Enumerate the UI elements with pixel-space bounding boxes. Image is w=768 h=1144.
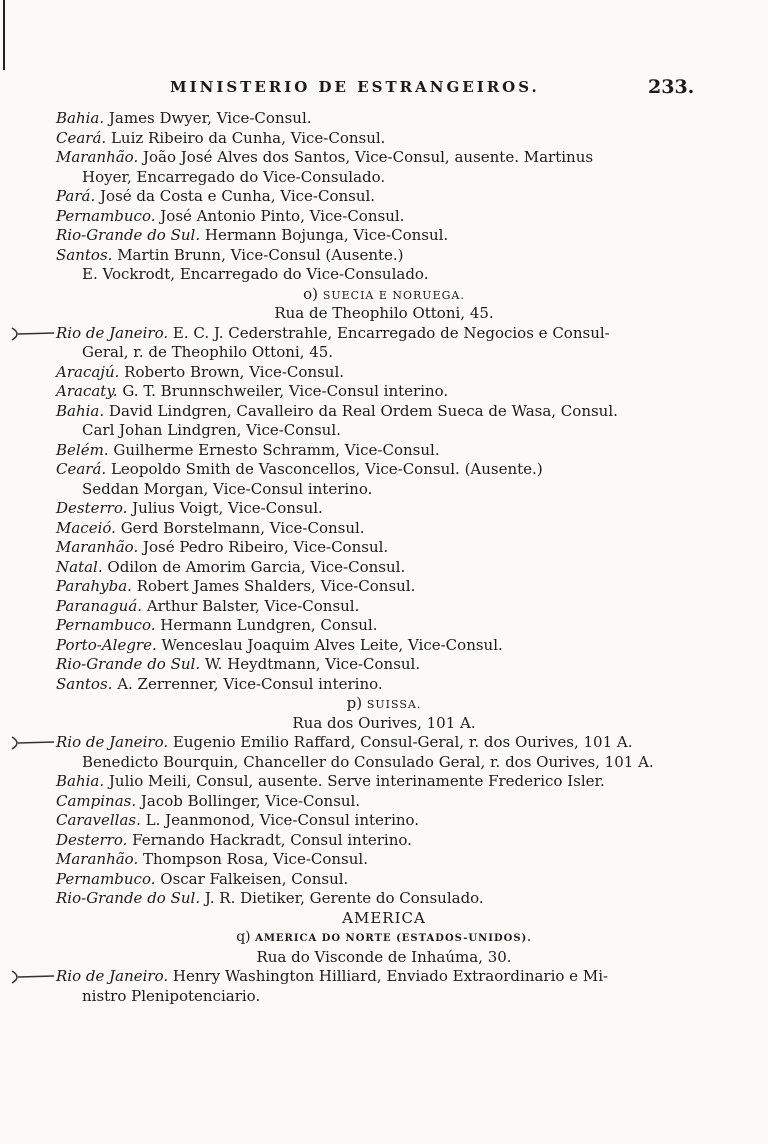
place-name: Aracaty. [56, 382, 118, 400]
place-name: Rio de Janeiro. [56, 967, 169, 985]
entry-continuation [0, 168, 716, 188]
section-prefix: p) [346, 694, 363, 712]
region-heading [0, 909, 768, 929]
consul-entry [0, 382, 716, 402]
entry-text: James Dwyer, Vice-Consul. [108, 109, 312, 127]
place-name: Campinas. [56, 791, 137, 810]
entry-text: W. Heydtmann, Vice-Consul. [204, 655, 421, 673]
entry-text: José Pedro Ribeiro, Vice-Consul. [143, 538, 389, 556]
entry-text: Arthur Balster, Vice-Consul. [146, 596, 360, 615]
binding-rule [3, 0, 5, 70]
address-line [0, 714, 768, 734]
entry-continuation [0, 265, 716, 285]
place-name: Pernambuco. [56, 869, 156, 888]
consul-entry [0, 870, 716, 890]
place-name: Rio-Grande do Sul. [56, 655, 201, 673]
consul-entry [0, 187, 716, 207]
entry-text: Oscar Falkeisen, Consul. [160, 869, 349, 888]
entry-text: J. R. Dietiker, Gerente do Consulado. [204, 889, 484, 907]
place-name: Bahia. [56, 401, 105, 420]
entry-text: E. C. J. Cederstrahle, Encarregado de Negocios e Consul- [172, 323, 610, 342]
consul-entry [0, 324, 716, 344]
consul-entry [0, 831, 716, 851]
place-name: Rio de Janeiro. [56, 323, 169, 342]
place-name: Maranhão. [56, 148, 139, 166]
consul-entry [0, 499, 716, 519]
consul-entry [0, 363, 716, 383]
consul-entry [0, 519, 716, 539]
consul-entry [0, 148, 716, 168]
place-name: Santos. [56, 674, 113, 693]
address-line [0, 948, 768, 968]
consul-entry [0, 655, 716, 675]
entry-continuation [0, 480, 716, 500]
consul-entry [0, 772, 716, 792]
place-name: Desterro. [56, 830, 128, 849]
entry-text: L. Jeanmonod, Vice-Consul interino. [145, 811, 420, 829]
place-name: Rio-Grande do Sul. [56, 889, 201, 907]
entry-text: Benedicto Bourquin, Chanceller do Consulado Geral, r. dos Ourives, 101 A. [82, 752, 654, 771]
place-name: Desterro. [56, 499, 128, 517]
entry-text: José Antonio Pinto, Vice-Consul. [160, 206, 405, 225]
place-name: Caravellas. [56, 811, 141, 829]
entry-continuation [0, 987, 716, 1007]
entry-text: Hermann Lundgren, Consul. [160, 616, 378, 634]
consul-entry [0, 675, 716, 695]
page-number: 233. [648, 76, 695, 98]
place-name: Pará. [56, 187, 96, 205]
place-name: Rio-Grande do Sul. [56, 226, 201, 244]
entry-text: Henry Washington Hilliard, Enviado Extraordinario e Mi- [172, 967, 609, 985]
entry-text: Gerd Borstelmann, Vice-Consul. [120, 518, 365, 537]
consul-entry [0, 558, 716, 578]
pencil-bracket-mark [8, 324, 58, 344]
region-text: AMERICA [342, 908, 426, 927]
section-label-part: AMERICA [255, 933, 318, 944]
entry-text: João José Alves dos Santos, Vice-Consul, ausente. Martinus [143, 148, 594, 166]
place-name: Bahia. [56, 772, 105, 790]
place-name: Pernambuco. [56, 206, 156, 225]
consul-entry [0, 129, 716, 149]
entry-text: Carl Johan Lindgren, Vice-Consul. [82, 421, 341, 439]
place-name: Ceará. [56, 460, 107, 478]
place-name: Paranaguá. [56, 596, 143, 615]
place-name: Pernambuco. [56, 616, 156, 634]
directory-listing [0, 109, 768, 1006]
section-prefix: o) [303, 284, 319, 303]
place-name: Maranhão. [56, 850, 139, 868]
section-label-part: DO [321, 933, 342, 944]
consul-entry [0, 792, 716, 812]
entry-text: David Lindgren, Cavalleiro da Real Ordem Sueca de Wasa, Consul. [108, 401, 618, 420]
consul-entry [0, 636, 716, 656]
consul-entry [0, 889, 716, 909]
entry-text: Hoyer, Encarregado do Vice-Consulado. [82, 167, 386, 186]
place-name: Ceará. [56, 128, 107, 147]
entry-text: Robert James Shalders, Vice-Consul. [136, 577, 416, 595]
entry-text: Julio Meili, Consul, ausente. Serve interinamente Frederico Isler. [108, 772, 605, 790]
entry-text: Julius Voigt, Vice-Consul. [132, 499, 323, 517]
consul-entry [0, 811, 716, 831]
section-heading [0, 694, 768, 714]
running-title: MINISTERIO DE ESTRANGEIROS. [170, 78, 540, 96]
section-label-part: (ESTADOS-UNIDOS). [396, 933, 532, 944]
entry-continuation [0, 343, 716, 363]
entry-text: Eugenio Emilio Raffard, Consul-Geral, r. dos Ourives, 101 A. [172, 733, 633, 751]
consul-entry [0, 226, 716, 246]
entry-text: Geral, r. de Theophilo Ottoni, 45. [82, 343, 334, 361]
consul-entry [0, 538, 716, 558]
address-text: Rua de Theophilo Ottoni, 45. [274, 304, 494, 322]
place-name: Bahia. [56, 109, 105, 127]
entry-continuation [0, 421, 716, 441]
entry-text: nistro Plenipotenciario. [82, 986, 261, 1005]
consul-entry [0, 616, 716, 636]
place-name: Parahyba. [56, 577, 132, 595]
entry-text: Wenceslau Joaquim Alves Leite, Vice-Consul. [161, 635, 503, 654]
page-header [0, 78, 768, 102]
entry-text: Seddan Morgan, Vice-Consul interino. [82, 479, 373, 498]
place-name: Rio de Janeiro. [56, 733, 169, 751]
entry-text: Fernando Hackradt, Consul interino. [132, 830, 412, 849]
address-line [0, 304, 768, 324]
consul-entry [0, 246, 716, 266]
consul-entry [0, 733, 716, 753]
consul-entry [0, 441, 716, 461]
address-text: Rua dos Ourives, 101 A. [292, 713, 476, 732]
entry-text: Thompson Rosa, Vice-Consul. [143, 850, 368, 868]
entry-text: Jacob Bollinger, Vice-Consul. [140, 791, 361, 810]
entry-continuation [0, 753, 716, 773]
entry-text: Hermann Bojunga, Vice-Consul. [204, 226, 449, 244]
place-name: Natal. [56, 557, 103, 576]
section-label: SUECIA E NORUEGA. [322, 288, 465, 302]
address-text: Rua do Visconde de Inhaúma, 30. [256, 947, 512, 966]
section-label-part: NORTE [345, 933, 392, 944]
entry-text: G. T. Brunnschweiler, Vice-Consul interino. [122, 382, 449, 400]
entry-text: Guilherme Ernesto Schramm, Vice-Consul. [113, 440, 440, 459]
consul-entry [0, 850, 716, 870]
consul-entry [0, 577, 716, 597]
entry-text: José da Costa e Cunha, Vice-Consul. [100, 187, 376, 205]
entry-text: Roberto Brown, Vice-Consul. [124, 362, 345, 381]
entry-text: Martin Brunn, Vice-Consul (Ausente.) [117, 245, 404, 264]
entry-text: Odilon de Amorim Garcia, Vice-Consul. [107, 557, 406, 576]
pencil-bracket-mark [8, 733, 58, 753]
place-name: Aracajú. [56, 362, 120, 381]
place-name: Belém. [56, 440, 109, 459]
place-name: Maranhão. [56, 538, 139, 556]
place-name: Santos. [56, 245, 113, 264]
section-prefix: q) [236, 929, 251, 945]
pencil-bracket-mark [8, 967, 58, 987]
section-label: SUISSA. [366, 698, 422, 711]
entry-text: Leopoldo Smith de Vasconcellos, Vice-Consul. (Ausente.) [110, 460, 543, 478]
section-heading [0, 285, 768, 305]
consul-entry [0, 597, 716, 617]
entry-text: E. Vockrodt, Encarregado do Vice-Consulado. [82, 265, 429, 283]
consul-entry [0, 207, 716, 227]
place-name: Porto-Alegre. [56, 635, 157, 654]
entry-text: Luiz Ribeiro da Cunha, Vice-Consul. [110, 128, 386, 147]
place-name: Maceió. [56, 518, 116, 537]
consul-entry [0, 967, 716, 987]
entry-text: A. Zerrenner, Vice-Consul interino. [117, 674, 383, 693]
consul-entry [0, 402, 716, 422]
section-heading [0, 928, 768, 948]
consul-entry [0, 109, 716, 129]
consul-entry [0, 460, 716, 480]
